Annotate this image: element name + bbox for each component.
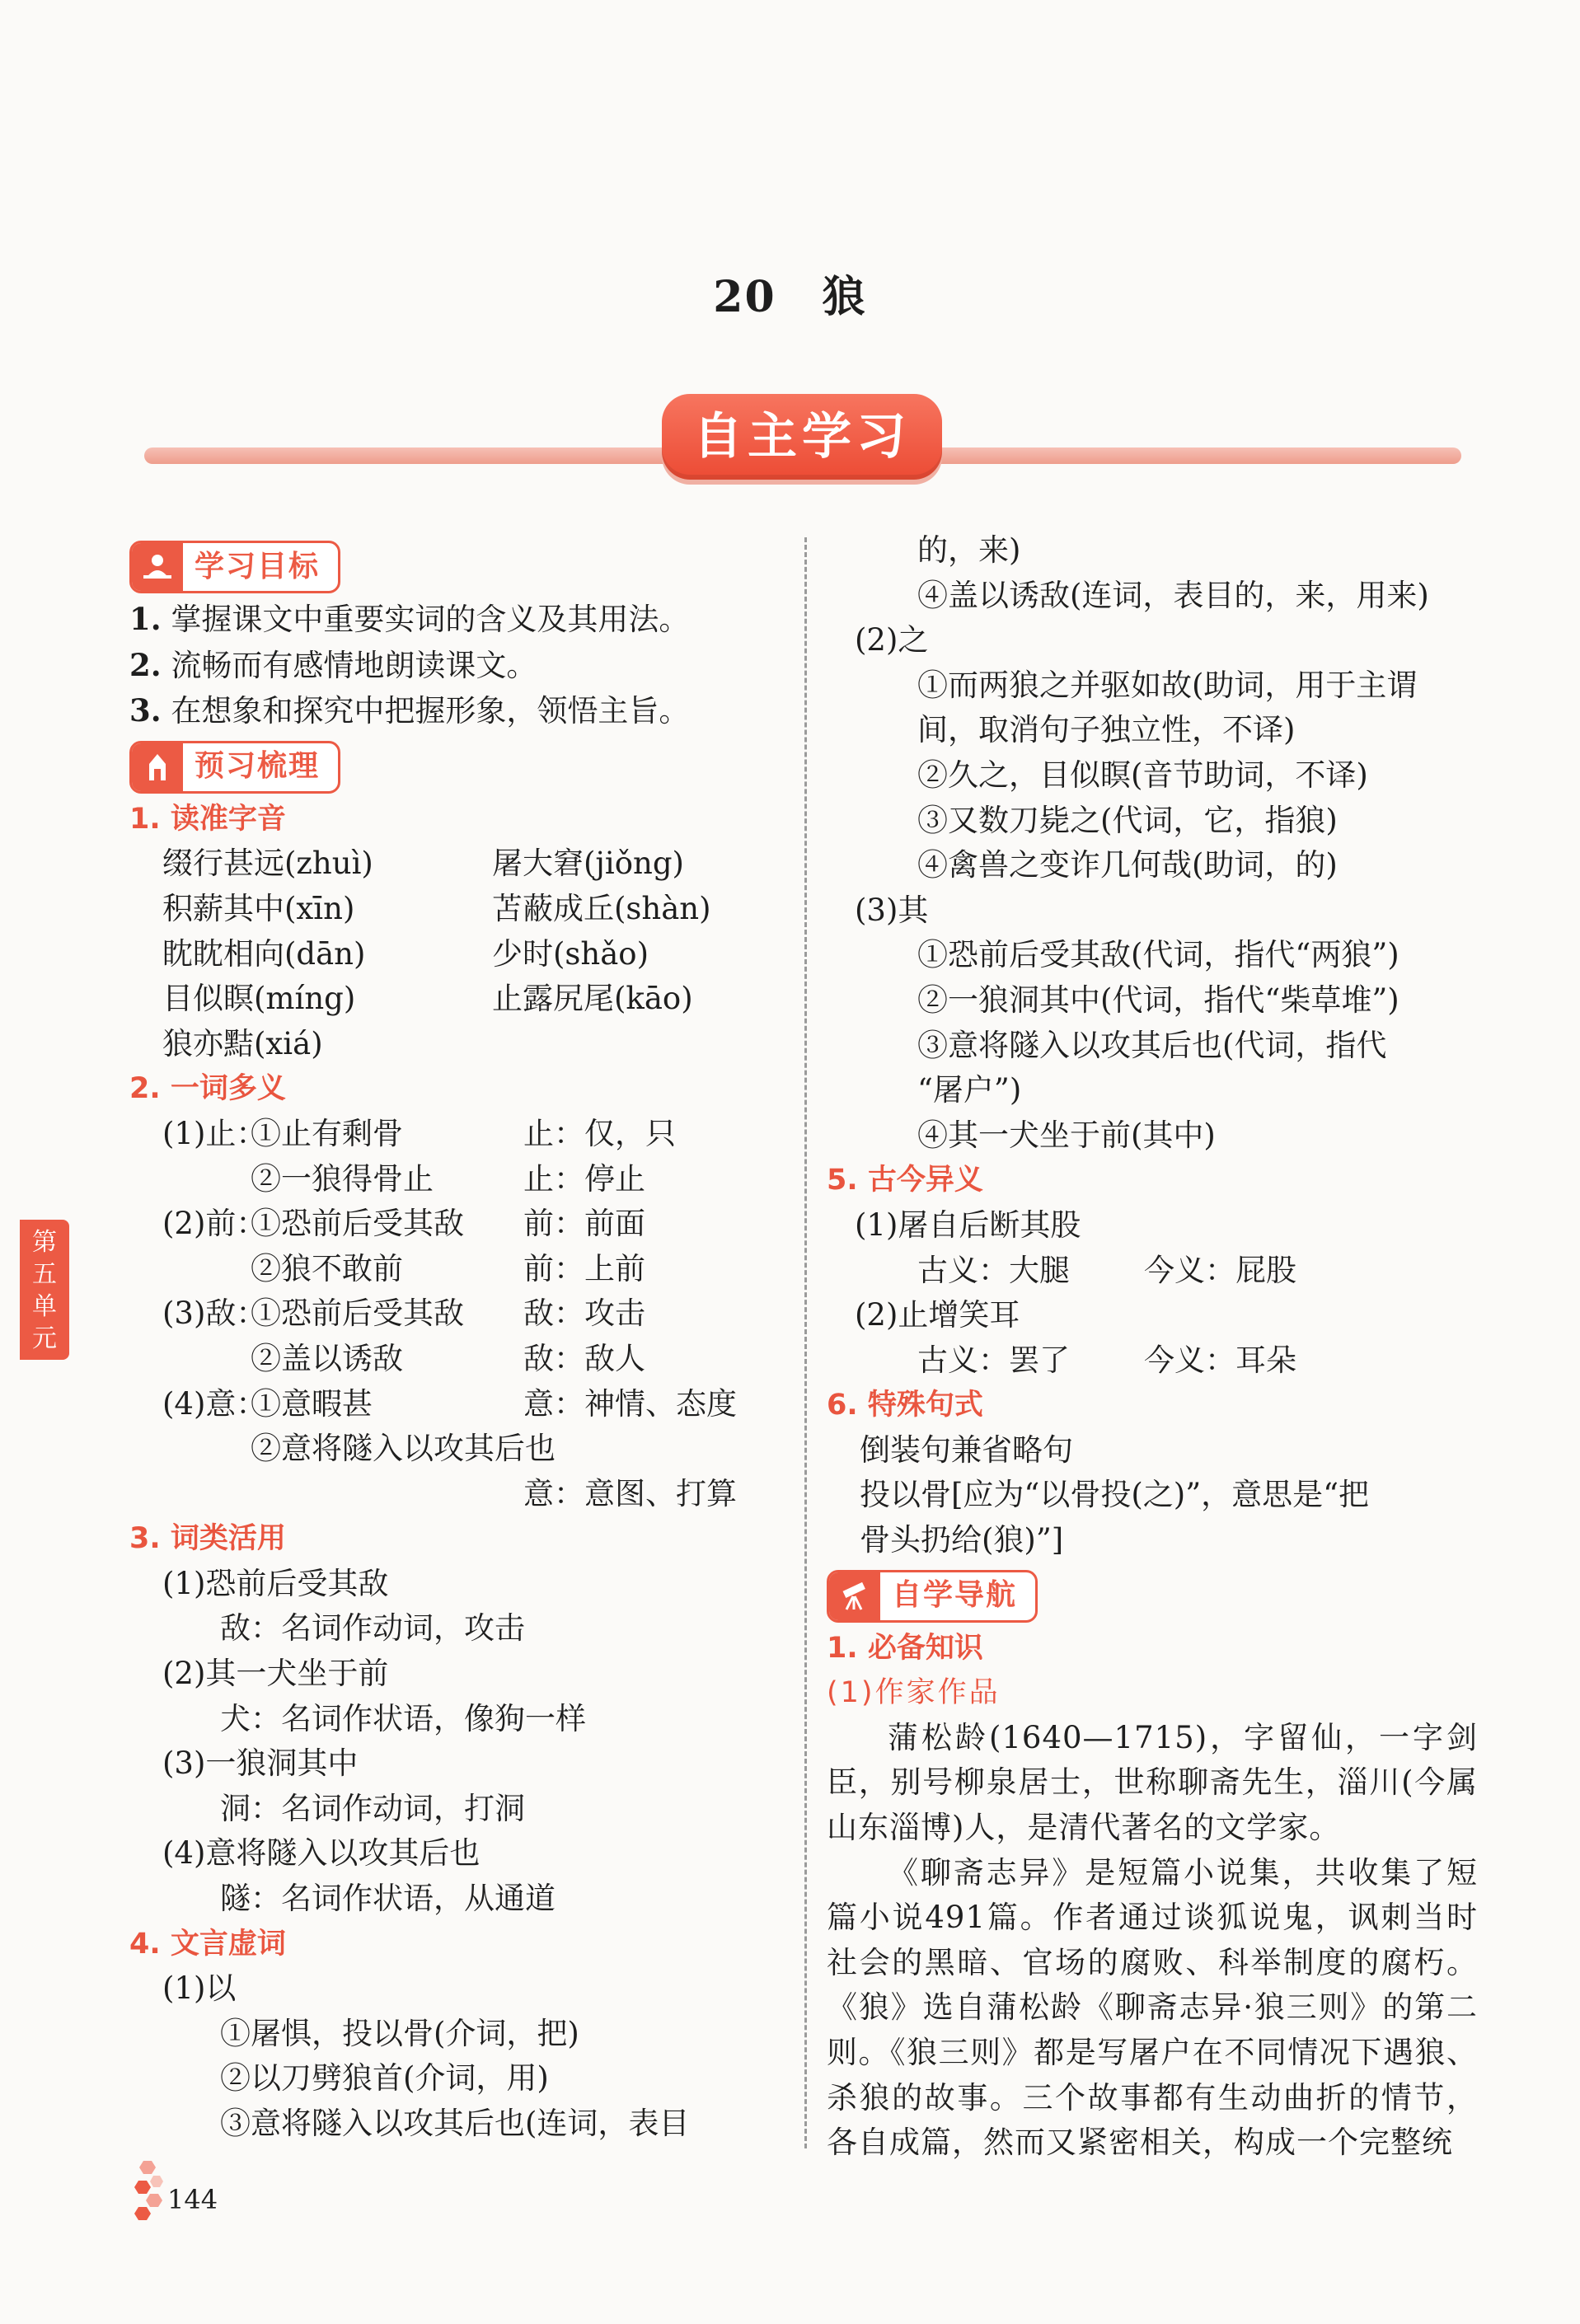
particle-example-cont: 间，取消句子独立性，不译) [917,712,1296,748]
pronunciation-row: 眈眈相向(dān) 少时(shǎo) [162,935,649,972]
particle-example: ①屠惧，投以骨(介词，把) [220,2015,579,2051]
polysemy-row: ②一狼得骨止 止：停止 [251,1160,645,1197]
goals-badge [129,541,340,593]
goals-badge-label: 学习目标 [195,549,321,583]
sub-heading: (1)作家作品 [827,1676,1001,1710]
work-paragraph: 《聊斋志异》是短篇小说集，共收集了短篇小说491篇。作者通过谈狐说鬼，讽刺当时社会的黑暗、官场的腐败、科举制度的腐朽。《狼》选自蒲松龄《聊斋志异·狼三则》的第二则。《狼三则》都是写屠户在不同情况下遇狼、杀狼的故事。三个故事都有生动曲折的情节，各自成篇，然而又紧密相关，构成一个完整统 [827,1854,1478,2161]
archaic-question: (1)屠自后断其股 [855,1207,1081,1243]
particle-example: ②久之，目似瞑(音节助词，不译) [917,757,1368,793]
author-paragraph: 蒲松龄(1640—1715)，字留仙，一字剑臣，别号柳泉居士，世称聊斋先生，淄川(今属山东淄博)人，是清代著名的文学家。 [827,1719,1478,1846]
goal-item: 3. 在想象和探究中把握形象，领悟主旨。 [129,692,690,729]
polysemy-row: ②狼不敢前 前：上前 [251,1250,645,1286]
particle-example: ③又数刀毙之(代词，它，指狼) [917,802,1338,838]
conversion-question: (2)其一犬坐于前 [162,1656,389,1692]
section-heading: 1. 必备知识 [827,1631,983,1665]
left-column [129,534,789,2147]
syntax-line: 倒装句兼省略句 [860,1431,1073,1468]
particle-example: ①而两狼之并驱如故(助词，用于主谓 [917,667,1418,703]
conversion-question: (4)意将隧入以攻其后也 [162,1835,481,1872]
column-divider [804,537,807,2148]
goal-item: 1. 掌握课文中重要实词的含义及其用法。 [129,601,690,637]
student-desk-icon [132,541,183,593]
polysemy-row: 意：意图、打算 [523,1475,737,1511]
section-heading: 1. 读准字音 [129,802,286,836]
polysemy-row: (3)敌： ①恐前后受其敌 敌：攻击 [162,1296,645,1332]
pronunciation-row: 目似瞑(míng) 止露尻尾(kāo) [162,981,693,1017]
particle-example: ④禽兽之变诈几何哉(助词，的) [917,847,1338,883]
pencil-icon [132,741,183,794]
particle-head: (2)之 [855,622,929,658]
particle-example: ③意将隧入以攻其后也(代词，指代 [917,1027,1387,1063]
particle-head: (1)以 [162,1970,237,2007]
archaic-question: (2)止增笑耳 [855,1297,1020,1333]
archaic-answer: 古义：大腿 今义：屁股 [917,1252,1296,1288]
pronunciation-row: 缀行甚远(zhuì) 屠大窘(jiǒng) [162,846,684,882]
particle-head: (3)其 [855,892,929,928]
particle-example: ②以刀劈狼首(介词，用) [220,2060,549,2097]
right-column [827,528,1478,2166]
particle-example: ②一狼洞其中(代词，指代“柴草堆”) [917,982,1399,1018]
guide-badge-label: 自学导航 [892,1578,1018,1613]
section-heading: 4. 文言虚词 [129,1927,286,1961]
particle-example: ④盖以诱敌(连词，表目的，来，用来) [917,577,1429,613]
guide-badge [827,1570,1038,1623]
syntax-line: 骨头扔给(狼)”] [860,1522,1064,1558]
conversion-question: (1)恐前后受其敌 [162,1565,389,1601]
polysemy-row: ②盖以诱敌 敌：敌人 [251,1340,645,1376]
unit-side-tab [20,1220,69,1360]
section-heading: 6. 特殊句式 [827,1389,983,1422]
goal-item: 2. 流畅而有感情地朗读课文。 [129,646,537,683]
polysemy-row: (2)前： ①恐前后受其敌 前：前面 [162,1206,645,1242]
telescope-icon [829,1570,880,1623]
pronunciation-row: 积薪其中(xīn) 苫蔽成丘(shàn) [162,890,711,926]
polysemy-row: (1)止： ①止有剩骨 止：仅，只 [162,1115,676,1151]
particle-example-cont: 的，来) [917,532,1021,568]
lesson-title [0,262,1580,324]
syntax-line: 投以骨[应为“以骨投(之)”，意思是“把 [860,1477,1370,1513]
conversion-answer: 犬：名词作状语，像狗一样 [220,1700,586,1736]
conversion-question: (3)一狼洞其中 [162,1745,359,1782]
page-number: 144 [167,2184,218,2215]
section-heading: 3. 词类活用 [129,1522,286,1556]
lesson-number: 20 [713,272,776,322]
particle-example-cont: “屠户”) [917,1072,1022,1108]
particle-example: ①恐前后受其敌(代词，指代“两狼”) [917,937,1399,973]
particle-example: ④其一犬坐于前(其中) [917,1117,1216,1153]
conversion-answer: 敌：名词作动词，攻击 [220,1610,525,1647]
conversion-answer: 隧：名词作状语，从通道 [220,1881,556,1917]
conversion-answer: 洞：名词作动词，打洞 [220,1790,525,1826]
preview-badge-label: 预习梳理 [195,749,321,784]
unit-side-tab-label: 第五单元 [32,1228,57,1353]
lesson-name: 狼 [822,272,867,322]
section-heading: 2. 一词多义 [129,1072,286,1106]
polysemy-row: ②意将隧入以攻其后也 [251,1431,556,1467]
archaic-answer: 古义：罢了 今义：耳朵 [917,1342,1296,1378]
polysemy-row: (4)意： ①意暇甚 意：神情、态度 [162,1385,737,1422]
section-banner: 自主学习 [662,394,942,480]
preview-badge [129,741,340,794]
section-heading: 5. 古今异义 [827,1164,983,1197]
pronunciation-row: 狼亦黠(xiá) [162,1025,323,1061]
particle-example: ③意将隧入以攻其后也(连词，表目 [220,2106,690,2141]
